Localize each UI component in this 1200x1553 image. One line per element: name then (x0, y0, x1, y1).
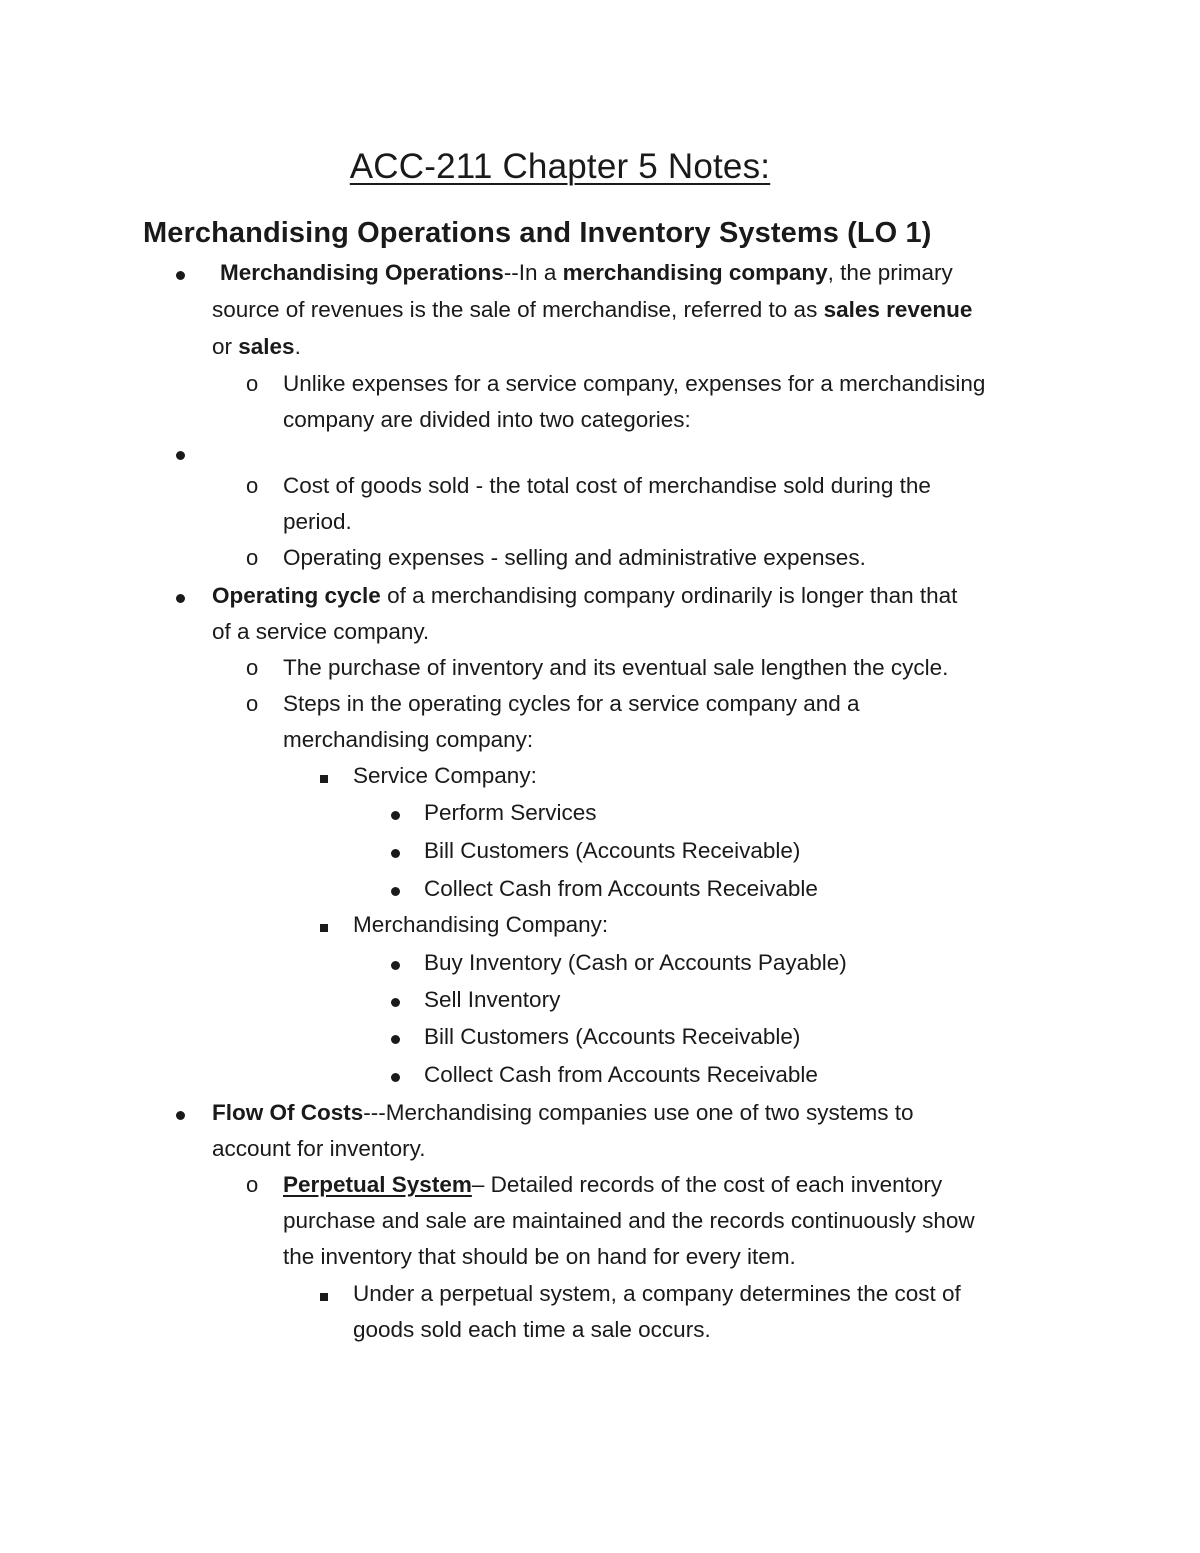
service-company-label: Service Company: (353, 763, 537, 788)
bullet-dot (391, 871, 400, 907)
circle-bullet: o (246, 473, 259, 498)
bullet-dot (391, 1019, 400, 1055)
bullet-dot (391, 833, 400, 869)
term-merchandising-company: merchandising company (562, 260, 828, 285)
list-item: Buy Inventory (Cash or Accounts Payable) (424, 950, 847, 975)
paragraph-line: Steps in the operating cycles for a service company and a (283, 691, 860, 716)
bullet-dot (176, 255, 185, 291)
term-perpetual-system: Perpetual System (283, 1172, 472, 1197)
circle-bullet: o (246, 371, 259, 396)
list-item: Bill Customers (Accounts Receivable) (424, 1024, 801, 1049)
paragraph-line: Perpetual System– Detailed records of the cost of each inventory (283, 1172, 943, 1197)
document-title: ACC-211 Chapter 5 Notes: (349, 147, 771, 186)
square-bullet (320, 907, 328, 943)
paragraph-line: Unlike expenses for a service company, expenses for a merchandising (283, 371, 986, 396)
paragraph-line: account for inventory. (212, 1136, 426, 1161)
bullet-dot (176, 578, 185, 614)
term-merchandising-operations: Merchandising Operations (220, 260, 504, 285)
section-heading: Merchandising Operations and Inventory Systems (LO 1) (143, 217, 932, 249)
paragraph-line: the inventory that should be on hand for every item. (283, 1244, 796, 1269)
paragraph-line: of a service company. (212, 619, 430, 644)
bullet-dot (391, 982, 400, 1018)
term-sales-revenue: sales revenue (823, 297, 973, 322)
bullet-dot-empty (176, 435, 185, 471)
square-bullet (320, 1276, 328, 1312)
circle-bullet: o (246, 1172, 259, 1197)
paragraph-line: Cost of goods sold - the total cost of merchandise sold during the (283, 473, 931, 498)
paragraph-line: Operating cycle of a merchandising company ordinarily is longer than that (212, 583, 958, 608)
merchandising-company-label: Merchandising Company: (353, 912, 609, 937)
paragraph-line: purchase and sale are maintained and the records continuously show (283, 1208, 975, 1233)
bullet-dot (391, 945, 400, 981)
bullet-dot (391, 1057, 400, 1093)
term-operating-cycle: Operating cycle (212, 583, 381, 608)
paragraph-line: Operating expenses - selling and administrative expenses. (283, 545, 866, 570)
paragraph-line: Merchandising Operations--In a merchandising company, the primary (220, 260, 953, 285)
bullet-dot (176, 1095, 185, 1131)
paragraph-line: source of revenues is the sale of merchandise, referred to as sales revenue (212, 297, 973, 322)
list-item: Collect Cash from Accounts Receivable (424, 876, 818, 901)
square-bullet (320, 758, 328, 794)
paragraph-line: merchandising company: (283, 727, 534, 752)
paragraph-line: Under a perpetual system, a company determines the cost of (353, 1281, 961, 1306)
list-item: Perform Services (424, 800, 597, 825)
paragraph-line: The purchase of inventory and its eventual sale lengthen the cycle. (283, 655, 949, 680)
list-item: Collect Cash from Accounts Receivable (424, 1062, 818, 1087)
circle-bullet: o (246, 691, 259, 716)
bullet-dot (391, 795, 400, 831)
circle-bullet: o (246, 655, 259, 680)
term-flow-of-costs: Flow Of Costs (212, 1100, 364, 1125)
paragraph-line: or sales. (212, 334, 301, 359)
paragraph-line: period. (283, 509, 352, 534)
paragraph-line: Flow Of Costs---Merchandising companies use one of two systems to (212, 1100, 914, 1125)
term-sales: sales (238, 334, 295, 359)
list-item: Bill Customers (Accounts Receivable) (424, 838, 801, 863)
paragraph-line: goods sold each time a sale occurs. (353, 1317, 711, 1342)
paragraph-line: company are divided into two categories: (283, 407, 691, 432)
circle-bullet: o (246, 545, 259, 570)
list-item: Sell Inventory (424, 987, 561, 1012)
